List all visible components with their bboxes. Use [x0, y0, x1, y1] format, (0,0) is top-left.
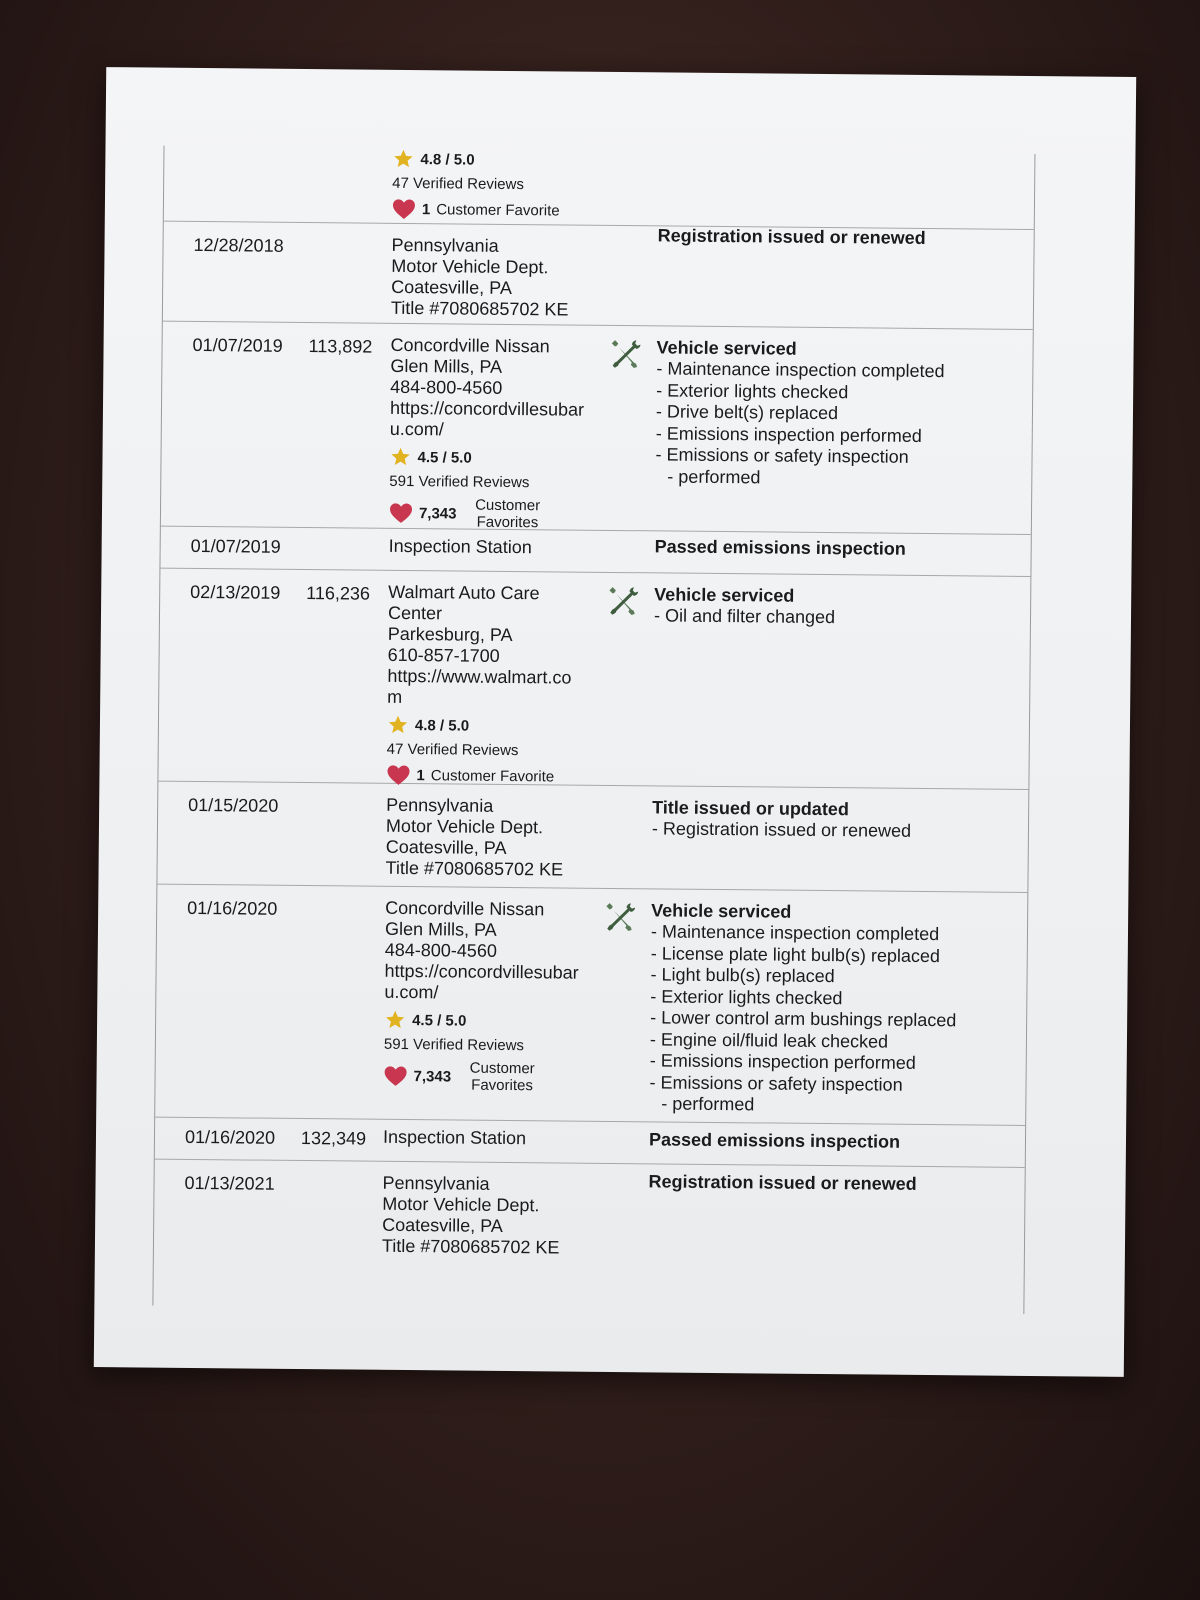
event-item: - Exterior lights checked	[656, 380, 1016, 405]
provider-line: https://www.walmart.co	[387, 665, 572, 688]
provider-cell	[392, 142, 613, 222]
rating	[384, 1009, 604, 1033]
vehicle-history-table	[152, 146, 1035, 1314]
event-cell	[649, 1129, 1009, 1153]
provider-line: Coatesville, PA	[391, 276, 512, 298]
favorite-count: 1	[421, 200, 431, 218]
rating-value: 4.8 / 5.0	[420, 150, 475, 169]
event-title: Vehicle serviced	[651, 900, 792, 922]
provider-line: Motor Vehicle Dept.	[385, 815, 544, 838]
provider-line: Inspection Station	[382, 1126, 527, 1149]
provider-line: u.com/	[384, 981, 439, 1003]
provider-line: Coatesville, PA	[382, 1214, 503, 1236]
provider-line: 610-857-1700	[387, 644, 500, 666]
event-item: - Emissions or safety inspection	[655, 444, 1015, 469]
printed-page	[94, 67, 1136, 1377]
provider-line: https://concordvillesubar	[384, 960, 579, 983]
customer-favorite	[389, 496, 609, 532]
provider-line: Glen Mills, PA	[390, 355, 503, 377]
event-item: - Maintenance inspection completed	[656, 358, 1016, 383]
provider-line: Motor Vehicle Dept.	[391, 255, 549, 278]
heart-icon	[392, 198, 416, 220]
event-cell	[655, 337, 1016, 490]
event-item: - Registration issued or renewed	[652, 818, 1012, 843]
event-title: Vehicle serviced	[654, 584, 795, 606]
event-title: Passed emissions inspection	[648, 1129, 901, 1152]
provider-line: Title #7080685702 KE	[385, 857, 564, 880]
provider-cell	[385, 795, 606, 881]
provider-line: u.com/	[389, 418, 444, 440]
event-item: - Engine oil/fluid leak checked	[650, 1029, 1010, 1054]
provider-cell	[383, 898, 605, 1095]
provider-cell	[389, 536, 609, 559]
star-icon	[392, 148, 414, 170]
event-title: Registration issued or renewed	[648, 1171, 917, 1194]
record-mileage: 113,892	[308, 336, 373, 357]
event-cell	[649, 900, 1011, 1118]
event-title: Registration issued or renewed	[657, 225, 926, 248]
history-row	[163, 221, 1034, 330]
history-row	[157, 781, 1028, 893]
review-count: 47 Verified Reviews	[392, 174, 524, 194]
review-count: 591 Verified Reviews	[389, 472, 530, 492]
customer-favorite	[392, 198, 612, 222]
provider-line: Pennsylvania	[391, 234, 499, 256]
record-date: 01/16/2020	[187, 897, 278, 919]
event-item: - Maintenance inspection completed	[651, 921, 1011, 946]
provider-line: Pennsylvania	[382, 1172, 490, 1194]
history-row	[158, 568, 1030, 790]
event-cell	[648, 1171, 1008, 1195]
event-cell	[655, 536, 1015, 560]
record-date: 02/13/2019	[190, 581, 281, 603]
provider-line: m	[387, 686, 403, 707]
event-item: - Emissions inspection performed	[656, 423, 1016, 448]
rating	[389, 446, 609, 470]
provider-line: Pennsylvania	[386, 794, 494, 816]
provider-cell	[391, 235, 612, 321]
event-cell	[658, 225, 1018, 249]
event-item-continued: - performed	[649, 1093, 1009, 1118]
history-row	[161, 321, 1033, 535]
record-date: 01/07/2019	[190, 535, 281, 557]
rating-value: 4.8 / 5.0	[414, 716, 470, 735]
history-row	[154, 1159, 1025, 1287]
event-item: - Lower control arm bushings replaced	[650, 1007, 1010, 1032]
provider-line: Title #7080685702 KE	[381, 1235, 560, 1258]
event-item: - License plate light bulb(s) replaced	[651, 943, 1011, 968]
rating-value: 4.5 / 5.0	[412, 1011, 467, 1030]
provider-line: https://concordvillesubar	[389, 397, 585, 420]
star-icon	[387, 714, 409, 736]
event-title: Title issued or updated	[652, 797, 849, 820]
favorite-label: Customer Favorites	[469, 1059, 535, 1095]
provider-cell	[386, 582, 608, 788]
provider-line: Walmart Auto Care	[388, 581, 540, 604]
rating	[392, 148, 612, 172]
event-item: - Exterior lights checked	[650, 986, 1010, 1011]
event-item: - Light bulb(s) replaced	[650, 964, 1010, 989]
event-item: - Drive belt(s) replaced	[656, 401, 1016, 426]
event-cell	[654, 584, 1014, 630]
provider-cell	[389, 335, 611, 532]
provider-line: Motor Vehicle Dept.	[382, 1193, 540, 1216]
provider-cell	[383, 1127, 603, 1150]
record-mileage: 132,349	[300, 1128, 367, 1149]
event-title: Vehicle serviced	[656, 337, 797, 359]
event-item: - Oil and filter changed	[654, 605, 1014, 630]
favorite-count: 1	[416, 766, 425, 784]
provider-line: Concordville Nissan	[385, 897, 545, 920]
favorite-label: Customer Favorite	[436, 200, 560, 219]
review-count: 47 Verified Reviews	[386, 740, 519, 760]
event-title: Passed emissions inspection	[654, 536, 906, 559]
record-date: 01/16/2020	[184, 1126, 276, 1148]
review-count: 591 Verified Reviews	[383, 1035, 525, 1055]
wrench-icon	[606, 584, 640, 618]
favorite-label: Customer Favorite	[430, 766, 555, 785]
provider-line: 484-800-4560	[384, 939, 498, 961]
history-row	[155, 884, 1027, 1126]
provider-line: Parkesburg, PA	[387, 623, 513, 646]
record-date: 12/28/2018	[193, 234, 284, 256]
event-cell	[652, 797, 1012, 843]
record-date: 01/13/2021	[184, 1172, 275, 1194]
provider-line: Coatesville, PA	[385, 836, 507, 858]
star-icon	[389, 446, 411, 468]
history-row	[164, 146, 1035, 230]
event-item: - Emissions or safety inspection	[649, 1072, 1009, 1097]
provider-line: Glen Mills, PA	[384, 918, 497, 940]
provider-line: 484-800-4560	[390, 376, 503, 398]
favorite-count: 7,343	[413, 1067, 452, 1085]
event-item: - Emissions inspection performed	[650, 1050, 1010, 1075]
record-date: 01/07/2019	[192, 334, 283, 356]
customer-favorite	[383, 1059, 603, 1095]
rating	[387, 714, 607, 738]
rating-value: 4.5 / 5.0	[417, 448, 472, 467]
favorite-count: 7,343	[418, 504, 457, 522]
provider-line: Center	[387, 602, 443, 624]
provider-cell	[382, 1173, 603, 1259]
heart-icon	[383, 1065, 407, 1087]
provider-line: Title #7080685702 KE	[390, 297, 569, 320]
record-date: 01/15/2020	[188, 794, 279, 816]
wrench-icon	[608, 337, 642, 371]
record-mileage: 116,236	[306, 583, 371, 604]
star-icon	[384, 1009, 406, 1031]
wrench-icon	[603, 900, 637, 934]
provider-line: Inspection Station	[388, 535, 532, 558]
event-item-continued: - performed	[655, 466, 1015, 491]
provider-line: Concordville Nissan	[390, 334, 550, 357]
heart-icon	[389, 502, 413, 524]
favorite-label: Customer Favorites	[475, 496, 541, 532]
